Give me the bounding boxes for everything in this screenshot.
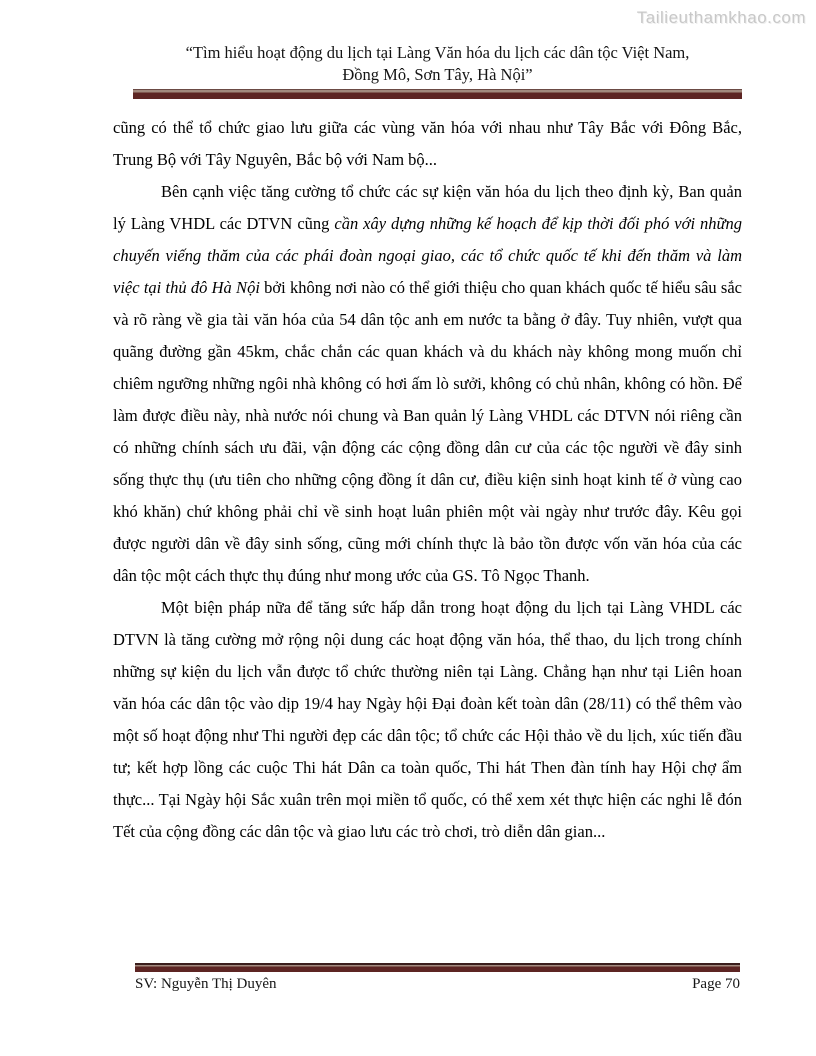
footer-divider-rule xyxy=(135,963,740,972)
watermark-text: Tailieuthamkhao.com xyxy=(636,8,806,27)
paragraph-run: Bên cạnh việc tăng cường tổ chức các sự kiện văn hóa du lịch theo định kỳ, Ban quản lý Làng VHDL các DTVN cũng xyxy=(113,182,742,233)
document-title-line1: “Tìm hiểu hoạt động du lịch tại Làng Văn hóa du lịch các dân tộc Việt Nam, xyxy=(185,43,690,62)
footer-page-number: Page 70 xyxy=(692,976,740,992)
paragraph-run-italic: cần xây dựng những kế hoạch để kịp thời đối phó với những chuyến viếng thăm của các phái đoàn ngoại giao, các tổ chức quốc tế khi đến thăm và làm việc tại thủ đô Hà Nội xyxy=(113,214,742,297)
document-title xyxy=(133,42,742,86)
page-footer xyxy=(135,963,740,993)
footer-row xyxy=(135,972,740,993)
body-text xyxy=(113,112,742,848)
paragraph xyxy=(113,592,742,848)
paragraph-run: bởi không nơi nào có thể giới thiệu cho quan khách quốc tế hiểu sâu sắc và rõ ràng về gia tài văn hóa của 54 dân tộc anh em nước ta bằng ở đây. Tuy nhiên, vượt qua quãng đường gần 45km, chắc chắn các quan khách và du khách này không mong muốn chỉ chiêm ngưỡng những ngôi nhà không có hơi ấm lò sưởi, không có chủ nhân, không có hồn. Để làm được điều này, nhà nước nói chung và Ban quản lý Làng VHDL các DTVN nói riêng cần có những chính sách ưu đãi, vận động các cộng đồng dân cư của các tộc người về đây sinh sống thực thụ (ưu tiên cho những cộng đồng ít dân cư, điều kiện sinh hoạt kinh tế ở vùng cao khó khăn) chứ không phải chỉ về sinh hoạt luân phiên một vài ngày như trước đây. Kêu gọi được người dân về đây sinh sống, cũng mới chính thực là bảo tồn được vốn văn hóa của các dân tộc một cách thực thụ đúng như mong ước của GS. Tô Ngọc Thanh. xyxy=(113,278,742,585)
paragraph-run: cũng có thể tổ chức giao lưu giữa các vùng văn hóa với nhau như Tây Bắc với Đông Bắc, Trung Bộ với Tây Nguyên, Bắc bộ với Nam bộ... xyxy=(113,118,742,169)
footer-author: SV: Nguyễn Thị Duyên xyxy=(135,976,277,992)
paragraph-run: Một biện pháp nữa để tăng sức hấp dẫn trong hoạt động du lịch tại Làng VHDL các DTVN là tăng cường mở rộng nội dung các hoạt động văn hóa, thể thao, du lịch trong chính những sự kiện du lịch vẫn được tổ chức thường niên tại Làng. Chẳng hạn như tại Liên hoan văn hóa các dân tộc vào dịp 19/4 hay Ngày hội Đại đoàn kết toàn dân (28/11) có thể thêm vào một số hoạt động như Thi người đẹp các dân tộc; tổ chức các Hội thảo về du lịch, xúc tiến đầu tư; kết hợp lồng các cuộc Thi hát Dân ca toàn quốc, Thi hát Then đàn tính hay Hội chợ ẩm thực... Tại Ngày hội Sắc xuân trên mọi miền tổ quốc, có thể xem xét thực hiện các nghi lễ đón Tết của cộng đồng các dân tộc và giao lưu các trò chơi, trò diễn dân gian... xyxy=(113,598,742,841)
header-divider-rule xyxy=(133,89,742,99)
document-title-line2: Đồng Mô, Sơn Tây, Hà Nội” xyxy=(342,65,533,84)
paragraph xyxy=(113,176,742,592)
paragraph xyxy=(113,112,742,176)
page-header xyxy=(133,42,742,99)
